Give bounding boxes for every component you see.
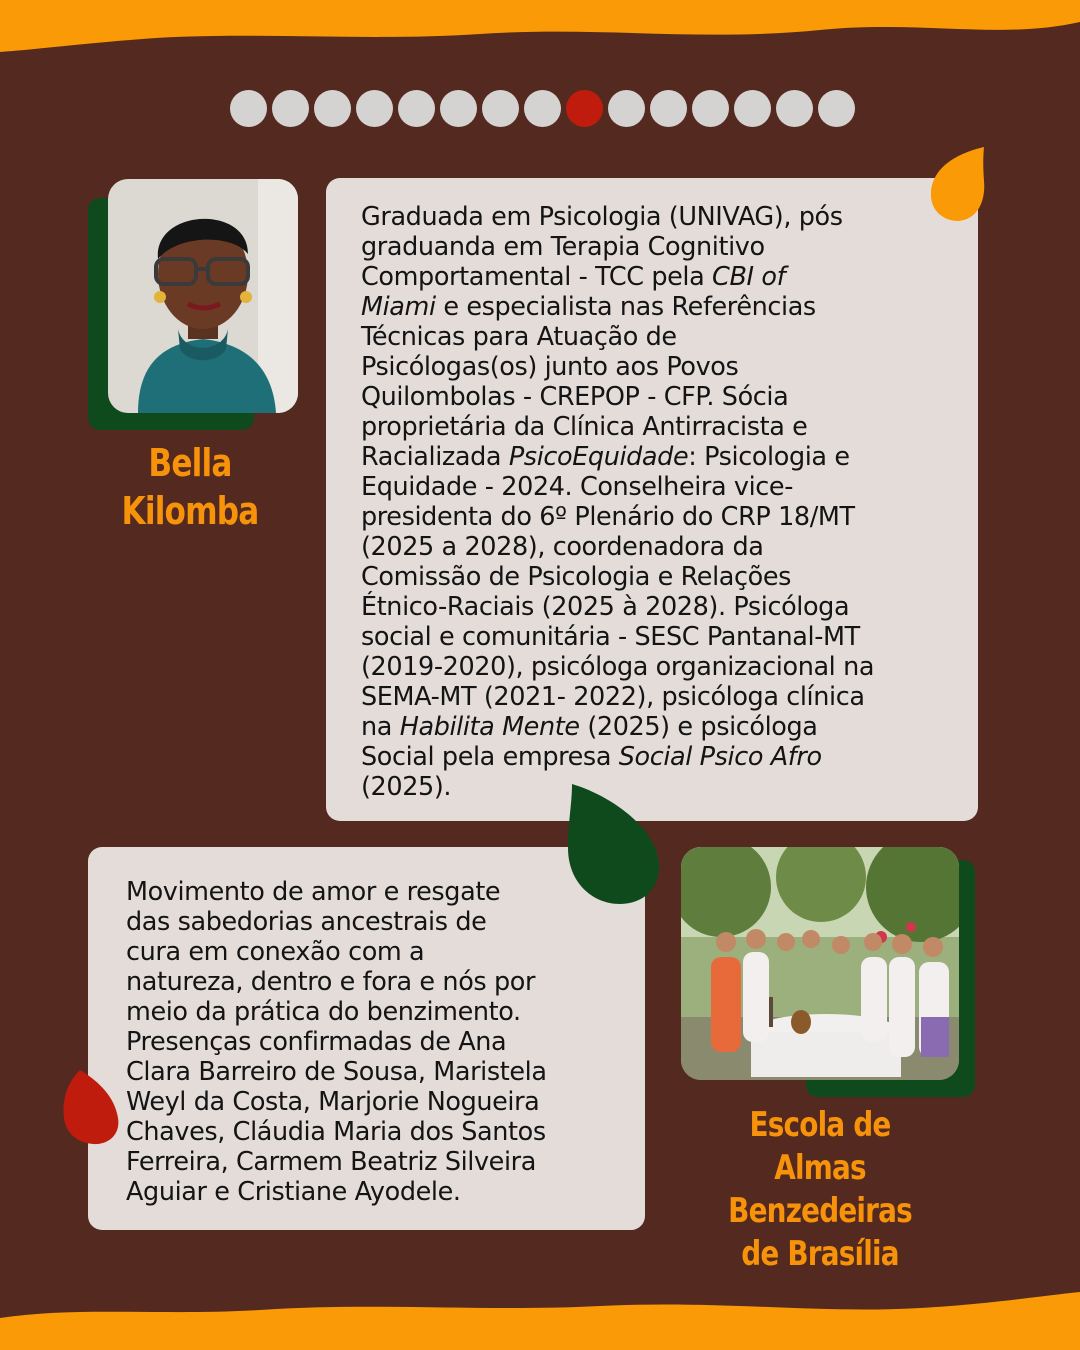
group-name	[713, 1104, 926, 1276]
group-name-line: Benzedeiras	[728, 1191, 912, 1231]
bio-italic-text: Miami	[361, 292, 436, 322]
bio-line: Graduada em Psicologia (UNIVAG), pós	[361, 202, 843, 232]
page-dot-active[interactable]	[566, 90, 603, 127]
bio-line: e especialista nas Referências	[435, 292, 816, 322]
group-line: Movimento de amor e resgate	[126, 877, 501, 907]
bio-line: na	[361, 712, 400, 742]
profile-photo	[108, 179, 298, 413]
bio-line: SEMA-MT (2021- 2022), psicóloga clínica	[361, 682, 865, 712]
bio-italic-text: CBI of	[712, 262, 786, 292]
group-line: Chaves, Cláudia Maria dos Santos	[126, 1117, 546, 1147]
page-dot[interactable]	[314, 90, 351, 127]
bio-line: Comissão de Psicologia e Relações	[361, 562, 791, 592]
group-line: Presenças confirmadas de Ana	[126, 1027, 507, 1057]
bio-italic-text: Habilita Mente	[399, 712, 580, 742]
bio-line: Racializada	[361, 442, 509, 472]
portrait-photo-icon	[108, 179, 298, 413]
group-name-line: Escola de Almas	[749, 1105, 891, 1188]
group-line: cura em conexão com a	[126, 937, 425, 967]
bio-line: proprietária da Clínica Antirracista e	[361, 412, 808, 442]
group-name-line: de Brasília	[741, 1234, 899, 1274]
red-leaf-icon	[60, 1068, 122, 1146]
top-wave-decoration	[0, 0, 1080, 70]
group-text	[126, 877, 625, 1207]
bio-italic-text: Social Psico Afro	[618, 742, 822, 772]
group-line: Weyl da Costa, Marjorie Nogueira	[126, 1087, 540, 1117]
bio-line: Social pela empresa	[361, 742, 619, 772]
bio-text	[361, 202, 958, 802]
page-dot[interactable]	[818, 90, 855, 127]
bio-line: (2019-2020), psicóloga organizacional na	[361, 652, 875, 682]
page-dot[interactable]	[650, 90, 687, 127]
bio-line: Comportamental - TCC pela	[361, 262, 713, 292]
group-line: meio da prática do benzimento.	[126, 997, 521, 1027]
bio-line: graduanda em Terapia Cognitivo	[361, 232, 765, 262]
group-photo	[681, 847, 959, 1080]
page-dot[interactable]	[692, 90, 729, 127]
page-dot[interactable]	[356, 90, 393, 127]
profile-name-line: Bella	[148, 441, 232, 485]
group-line: Aguiar e Cristiane Ayodele.	[126, 1177, 461, 1207]
orange-leaf-icon	[928, 145, 988, 223]
bio-line: Étnico-Raciais (2025 à 2028). Psicóloga	[361, 592, 850, 622]
bio-line: Equidade - 2024. Conselheira vice-	[361, 472, 794, 502]
green-leaf-icon	[562, 782, 662, 906]
group-line: Ferreira, Carmem Beatriz Silveira	[126, 1147, 536, 1177]
page-dot[interactable]	[608, 90, 645, 127]
pagination-dots	[230, 90, 855, 127]
bio-line: : Psicologia e	[688, 442, 850, 472]
bio-line: Quilombolas - CREPOP - CFP. Sócia	[361, 382, 789, 412]
group-photo-icon	[681, 847, 959, 1080]
group-line: natureza, dentro e fora e nós por	[126, 967, 536, 997]
bio-line: (2025 a 2028), coordenadora da	[361, 532, 764, 562]
bottom-wave-decoration	[0, 1270, 1080, 1350]
bio-line: Técnicas para Atuação de	[361, 322, 677, 352]
group-line: Clara Barreiro de Sousa, Maristela	[126, 1057, 547, 1087]
profile-name-line: Kilomba	[121, 488, 259, 533]
page-dot[interactable]	[230, 90, 267, 127]
page-dot[interactable]	[776, 90, 813, 127]
bio-line: Psicólogas(os) junto aos Povos	[361, 352, 739, 382]
profile-name	[116, 440, 264, 535]
bio-line: presidenta do 6º Plenário do CRP 18/MT	[361, 502, 855, 532]
bio-line: social e comunitária - SESC Pantanal-MT	[361, 622, 860, 652]
page-dot[interactable]	[440, 90, 477, 127]
page-dot[interactable]	[734, 90, 771, 127]
page-dot[interactable]	[482, 90, 519, 127]
bio-line: (2025).	[361, 772, 452, 802]
bio-line: (2025) e psicóloga	[579, 712, 818, 742]
group-line: das sabedorias ancestrais de	[126, 907, 487, 937]
page-dot[interactable]	[524, 90, 561, 127]
page-dot[interactable]	[398, 90, 435, 127]
profile-bio-card	[326, 178, 978, 821]
bio-italic-text: PsicoEquidade	[508, 442, 689, 472]
page-dot[interactable]	[272, 90, 309, 127]
